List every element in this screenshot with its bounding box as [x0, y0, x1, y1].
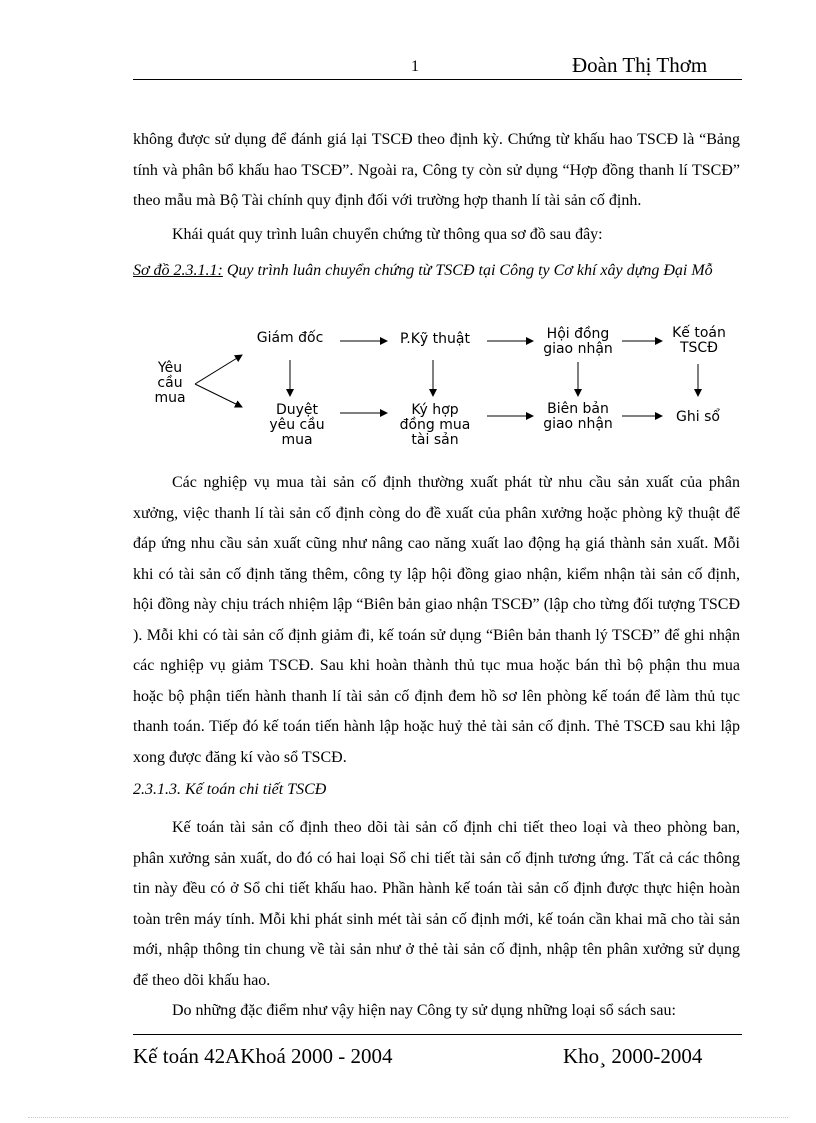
footer-rule [133, 1034, 742, 1035]
flow-node-director: Giám đốc [256, 330, 324, 346]
paragraph-1: không được sử dụng để đánh giá lại TSCĐ theo định kỳ. Chứng từ khấu hao TSCĐ là “Bảng tính và phân bổ khấu hao TSCĐ”. Ngoài ra, Công ty còn sử dụng “Hợp đồng thanh lí TSCĐ” theo mẫu mà Bộ Tài chính quy định đối với trường hợp thanh lí tài sản cố định. [133, 131, 740, 209]
flow-node-record-ledger: Ghi sổ [676, 409, 720, 425]
header-author: Đoàn Thị Thơm [572, 53, 708, 77]
diagram-caption-label: Sơ đồ 2.3.1.1: [133, 262, 223, 279]
paragraph-4: Kế toán tài sản cố định theo dõi tài sản cố định chi tiết theo loại và theo phòng ban, phân xưởng sản xuất, do đó có hai loại Sổ chi tiết tài sản cố định tương ứng. Tất cả các thông tin này đều có ở Sổ chi tiết khấu hao. Phần hành kế toán tài sản cố định được thực hiện hoàn toàn trên máy tính. Mỗi khi phát sinh mét tài sản cố định mới, kế toán cần khai mã cho tài sản mới, nhập thông tin chung về tài sản như ở thẻ tài sản cố định, nhập tên phân xưởng sử dụng để theo dõi khấu hao. [133, 819, 740, 989]
arrow-start-to-approve [195, 384, 242, 407]
flow-node-committee: Hội đồng giao nhận [543, 326, 613, 357]
flow-node-asset-accounting: Kế toán TSCĐ [672, 325, 726, 356]
section-heading: 2.3.1.3. Kế toán chi tiết TSCĐ [133, 781, 327, 798]
flow-node-tech-dept: P.Kỹ thuật [400, 331, 470, 347]
footer-right: Kho¸ 2000-2004 [563, 1044, 703, 1068]
flowchart-arrows [0, 0, 816, 470]
page-bottom-border [28, 1117, 788, 1118]
paragraph-5: Do những đặc điểm như vậy hiện nay Công ty sử dụng những loại sổ sách sau: [172, 1002, 676, 1019]
flow-node-request: Yêu cầu mua [154, 360, 186, 406]
paragraph-3: Các nghiệp vụ mua tài sản cố định thường xuất phát từ nhu cầu sản xuất của phân xưởng, việc thanh lí tài sản cố định còng do đề xuất của phân xưởng hoặc phòng kỹ thuật để đáp ứng nhu cầu sản xuất cũng như nâng cao năng xuất lao động hạ giá thành sản xuất. Mỗi khi có tài sản cố định tăng thêm, công ty lập hội đồng giao nhận, kiểm nhận tài sản cố định, hội đồng này chịu trách nhiệm lập “Biên bản giao nhận TSCĐ” (lập cho từng đối tượng TSCĐ ). Mỗi khi có tài sản cố định giảm đi, kế toán sử dụng “Biên bản thanh lý TSCĐ” để ghi nhận các nghiệp vụ giảm TSCĐ. Sau khi hoàn thành thủ tục mua hoặc bán thì bộ phận thu mua hoặc bộ phận tiến hành thanh lí tài sản cố định đem hồ sơ lên phòng kế toán để làm thủ tục thanh toán. Tiếp đó kế toán tiến hành lập hoặc huỷ thẻ tài sản cố định. Thẻ TSCĐ sau khi lập xong được đăng kí vào sổ TSCĐ. [133, 474, 740, 766]
page-number: 1 [411, 58, 419, 75]
flow-node-approve-request: Duyệt yêu cầu mua [269, 402, 325, 448]
paragraph-2: Khái quát quy trình luân chuyển chứng từ thông qua sơ đồ sau đây: [172, 226, 603, 243]
diagram-caption-text: Quy trình luân chuyển chứng từ TSCĐ tại Công ty Cơ khí xây dựng Đại Mỗ [222, 262, 713, 279]
arrow-start-to-director [195, 355, 242, 384]
flow-node-handover-minutes: Biên bản giao nhận [543, 401, 613, 432]
footer-left: Kế toán 42AKhoá 2000 - 2004 [133, 1044, 393, 1068]
flow-node-sign-contract: Ký hợp đồng mua tài sản [399, 402, 471, 448]
